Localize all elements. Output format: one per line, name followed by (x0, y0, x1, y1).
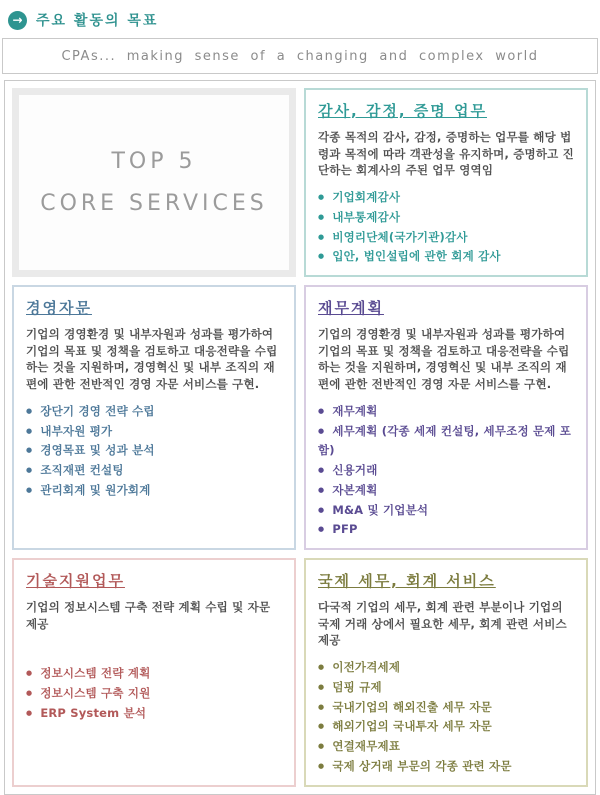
bullet-item: ● 세무계획 (각종 세제 컨설팅, 세무조정 문제 포함) (318, 422, 576, 462)
bullet-item: ● 재무계획 (318, 402, 576, 422)
bullet-item: ● ERP System 분석 (26, 704, 284, 724)
bullet-item: ● 조직재편 컨설팅 (26, 461, 284, 481)
bullet-item: ● 해외기업의 국내투자 세무 자문 (318, 717, 576, 737)
bullet-item: ● 내부자원 평가 (26, 422, 284, 442)
bullet-item: ● 국제 상거래 부문의 각종 관련 자문 (318, 757, 576, 777)
page-title: 주요 활동의 목표 (36, 13, 159, 29)
panel-title-tech[interactable]: 기술지원업무 (26, 572, 125, 591)
bullet-item: ● 이전가격세제 (318, 658, 576, 678)
bullet-item: ● 덤핑 규제 (318, 678, 576, 698)
bullet-item: ● 기업회계감사 (318, 188, 576, 208)
bullet-list (318, 402, 576, 540)
panel-description: 각종 목적의 감사, 감정, 증명하는 업무를 해당 법령과 목적에 따라 객관성을 유지하며, 증명하고 진단하는 회계사의 주된 업무 영역임 (318, 130, 574, 178)
panel-description: 기업의 경영환경 및 내부자원과 성과를 평가하여 기업의 목표 및 정책을 검토하고 대응전략을 수립하는 것을 지원하며, 경영혁신 및 내부 조직의 재편에 관한 전반적인 경영 자문 서비스를 구현. (318, 327, 570, 392)
bullet-item: ● 정보시스템 전략 계획 (26, 664, 284, 684)
bullet-item: ● 국내기업의 해외진출 세무 자문 (318, 698, 576, 718)
services-grid (4, 80, 596, 795)
core-services-line1: TOP 5 (111, 148, 197, 174)
arrow-right-circle-icon: → (8, 11, 27, 30)
panel-financial-planning (304, 285, 588, 550)
bullet-item: ● 내부통제감사 (318, 208, 576, 228)
panel-international-tax (304, 558, 588, 787)
bullet-item: ● 연결재무제표 (318, 737, 576, 757)
bullet-item: ● 신용거래 (318, 461, 576, 481)
bullet-item: ● 관리회계 및 원가회계 (26, 481, 284, 501)
panel-description: 기업의 경영환경 및 내부자원과 성과를 평가하여 기업의 목표 및 정책을 검토하고 대응전략을 수립하는 것을 지원하며, 경영혁신 및 내부 조직의 재편에 관한 전반적인 경영 자문 서비스를 구현. (26, 327, 278, 392)
panel-title-audit[interactable]: 감사, 감정, 증명 업무 (318, 102, 487, 120)
tagline-text: CPAs... making sense of a changing and complex world (61, 48, 539, 64)
tagline-box (2, 38, 598, 74)
panel-title-finance[interactable]: 재무계획 (318, 299, 384, 318)
bullet-item: ● 입안, 법인설립에 관한 회계 감사 (318, 247, 576, 267)
panel-audit-services (304, 88, 588, 277)
panel-description: 기업의 정보시스템 구축 전략 계획 수립 및 자문 제공 (26, 600, 271, 631)
panel-management-consulting (12, 285, 296, 550)
bullet-item: ● 정보시스템 구축 지원 (26, 684, 284, 704)
bullet-item: ● 비영리단체(국가기관)감사 (318, 228, 576, 248)
bullet-list (318, 658, 576, 777)
panel-tech-support (12, 558, 296, 787)
bullet-item: ● PFP (318, 520, 576, 540)
core-services-banner (12, 88, 296, 277)
bullet-list (318, 188, 576, 267)
bullet-list (26, 402, 284, 501)
bullet-item: ● 장단기 경영 전략 수립 (26, 402, 284, 422)
bullet-item: ● 경영목표 및 성과 분석 (26, 441, 284, 461)
bullet-list (26, 664, 284, 723)
panel-description: 다국적 기업의 세무, 회계 관련 부분이나 기업의 국제 거래 상에서 필요한 세무, 회계 관련 서비스 제공 (318, 600, 567, 648)
core-services-line2: CORE SERVICES (40, 190, 268, 216)
page-header (0, 0, 600, 36)
bullet-item: ● M&A 및 기업분석 (318, 501, 576, 521)
panel-title-management[interactable]: 경영자문 (26, 299, 92, 318)
panel-title-international[interactable]: 국제 세무, 회계 서비스 (318, 572, 496, 591)
bullet-item: ● 자본계획 (318, 481, 576, 501)
